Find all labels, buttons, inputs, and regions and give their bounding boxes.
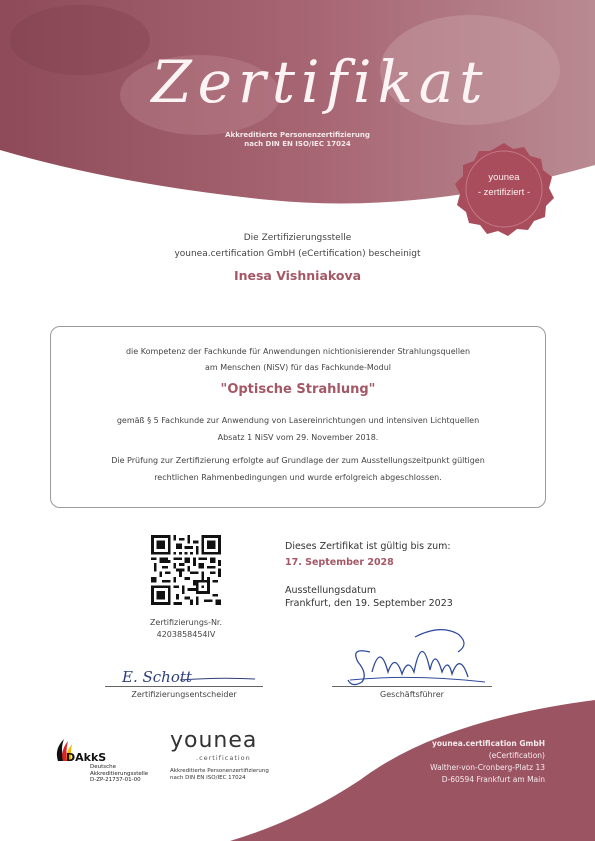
exam-line-2: rechtlichen Rahmenbedingungen und wurde erfolgreich abgeschlossen. [154,473,442,482]
right-signature-line [332,686,492,687]
competence-box [50,326,546,508]
company-city: D-60594 Frankfurt am Main [441,775,545,784]
svg-text:Zertifikat: Zertifikat [151,48,489,116]
certificate-title [150,40,490,120]
issue-date-value: Frankfurt, den 19. September 2023 [285,598,453,609]
company-name: younea.certification GmbH [431,739,545,748]
younea-accr-line-2: nach DIN EN ISO/IEC 17024 [170,775,246,781]
recipient-name: Inesa Vishniakova [233,268,362,283]
qr-code [151,535,221,605]
issue-date-label: Ausstellungsdatum [285,585,377,596]
law-line-1: gemäß § 5 Fachkunde zur Anwendung von Lasereinrichtungen und intensiven Lichtquellen [116,416,480,425]
issuer-line-2: younea.certification GmbH (eCertification) bescheinigt [174,249,421,259]
dakks-name [90,764,148,784]
seal-label: - zertifiziert - [477,187,531,198]
company-street: Walther-von-Cronberg-Platz 13 [430,763,545,772]
law-line-2: Absatz 1 NiSV vom 29. November 2018. [217,433,379,442]
younea-accr-line-1: Akkreditierte Personenzertifizierung [170,768,269,774]
issuer-line-1: Die Zertifizierungsstelle [243,233,352,243]
right-signature [340,622,490,688]
dakks-line-1: Deutsche [90,764,117,770]
left-signature-role: Zertifizierungsentscheider [131,690,237,699]
dakks-logo-text: DAkkS [66,751,107,764]
seal-brand: younea [488,172,520,183]
left-signature [110,662,260,688]
company-sub: (eCertification) [488,751,545,760]
svg-text:E. Schott: E. Schott [122,668,192,686]
dakks-code: D-ZP-21737-01-00 [90,777,141,783]
validity-date: 17. September 2028 [285,557,394,568]
accreditation-line-1: Akkreditierte Personenzertifizierung [225,131,370,139]
dakks-line-2: Akkreditierungsstelle [90,770,149,777]
younea-logo: younea [170,728,258,753]
competence-line-2: am Menschen (NiSV) für das Fachkunde-Modul [204,363,392,372]
certificate-number-label: Zertifizierungs-Nr. [149,618,223,627]
right-signature-role: Geschäftsführer [380,690,444,699]
exam-line-1: Die Prüfung zur Zertifizierung erfolgte auf Grundlage der zum Ausstellungszeitpunkt gültigen [111,456,485,465]
competence-line-1: die Kompetenz der Fachkunde für Anwendungen nichtionisierender Strahlungsquellen [125,347,471,356]
left-signature-line [105,686,263,687]
accreditation-line-2: nach DIN EN ISO/IEC 17024 [244,140,351,148]
validity-label: Dieses Zertifikat ist gültig bis zum: [285,541,451,552]
certificate-number-value: 4203858454IV [156,630,216,639]
younea-sub: .certification [196,754,251,762]
younea-accreditation [170,768,269,782]
module-name: "Optische Strahlung" [220,382,376,397]
